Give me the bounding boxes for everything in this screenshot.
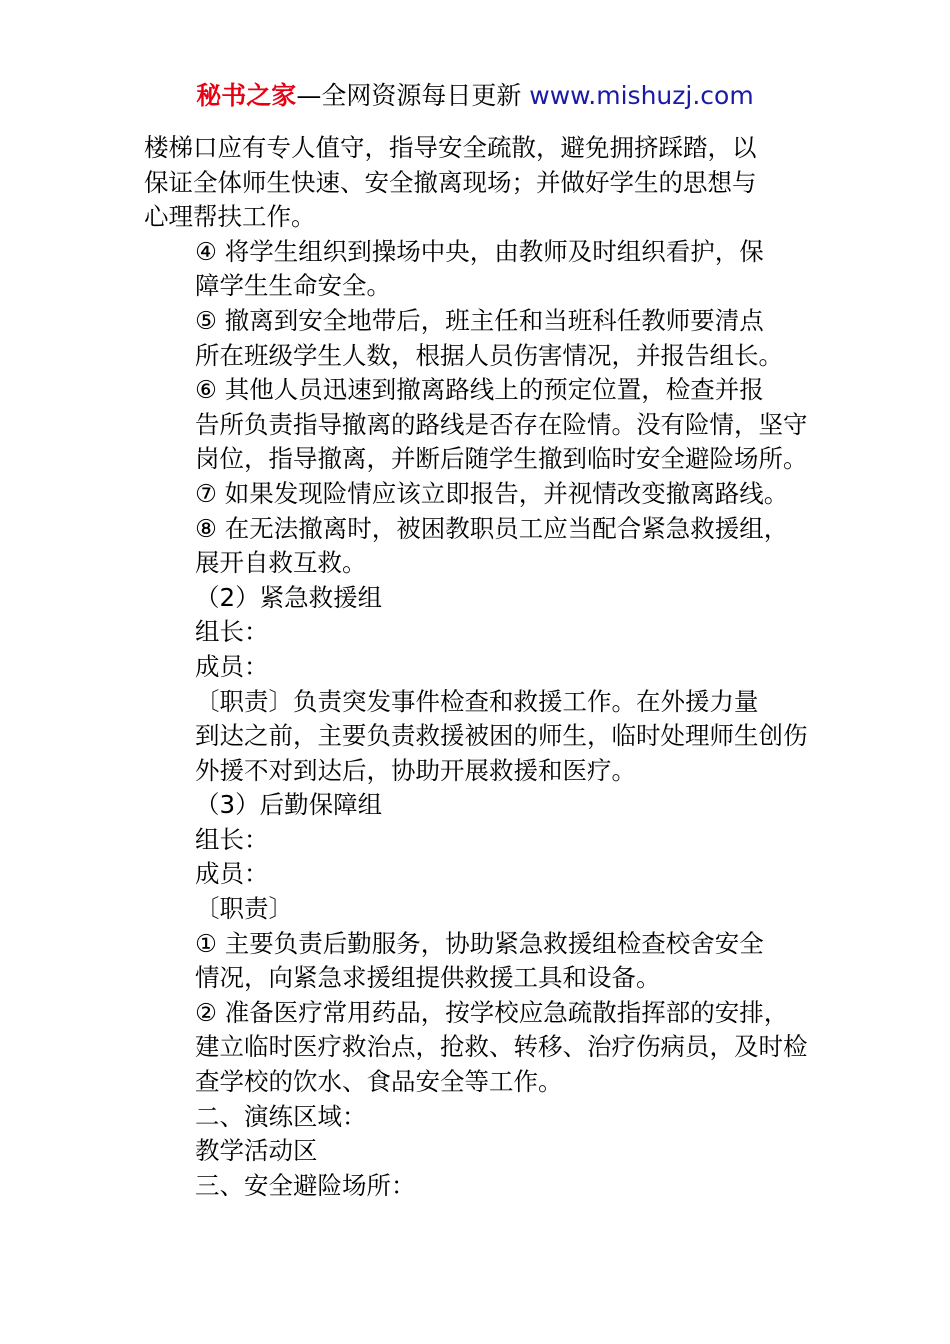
site-header	[0, 80, 950, 112]
site-url[interactable]: www.mishuzj.com	[529, 81, 754, 110]
section-heading-logistics-group: （3）后勤保障组	[195, 790, 383, 820]
paragraph-stairway-duty: 楼梯口应有专人值守，指导安全疏散，避免拥挤踩踏，以 保证全体师生快速、安全撤离现场；并做好学生的思想与 心理帮扶工作。	[144, 133, 757, 232]
list-item-7: ⑦ 如果发现险情应该立即报告，并视情改变撤离路线。	[195, 478, 789, 508]
rescue-group-leader: 组长：	[195, 617, 269, 647]
section-heading-safe-shelter: 三、安全避险场所：	[195, 1170, 416, 1200]
drill-area-value: 教学活动区	[195, 1136, 318, 1166]
logistics-duty-1: ① 主要负责后勤服务，协助紧急救援组检查校舍安全 情况，向紧急求援组提供救援工具和设备。	[195, 928, 764, 993]
list-item-8: ⑧ 在无法撤离时，被困教职员工应当配合紧急救援组， 展开自救互救。	[195, 513, 789, 578]
site-brand: 秘书之家	[196, 81, 297, 110]
list-item-5: ⑤ 撤离到安全地带后，班主任和当班科任教师要清点 所在班级学生人数，根据人员伤害情况，并报告组长。	[195, 305, 783, 370]
list-item-4: ④ 将学生组织到操场中央，由教师及时组织看护，保 障学生生命安全。	[195, 236, 764, 301]
rescue-group-members: 成员：	[195, 651, 269, 681]
section-heading-rescue-group: （2）紧急救援组	[195, 582, 383, 612]
logistics-duties-label: 〔职责〕	[195, 894, 293, 924]
rescue-group-duties: 〔职责〕负责突发事件检查和救援工作。在外援力量 到达之前，主要负责救援被困的师生，临时处理师生创伤 外援不对到达后，协助开展救援和医疗。	[195, 686, 808, 785]
logistics-duty-2: ② 准备医疗常用药品，按学校应急疏散指挥部的安排， 建立临时医疗救治点，抢救、转移、治疗伤病员，及时检 查学校的饮水、食品安全等工作。	[195, 997, 808, 1097]
document-body	[144, 131, 834, 1203]
section-heading-drill-area: 二、演练区域：	[195, 1101, 367, 1131]
list-item-6: ⑥ 其他人员迅速到撤离路线上的预定位置，检查并报 告所负责指导撤离的路线是否存在险情。没有险情，坚守 岗位，指导撤离，并断后随学生撤到临时安全避险场所。	[195, 375, 808, 474]
logistics-group-members: 成员：	[195, 859, 269, 889]
site-tagline: —全网资源每日更新	[296, 81, 530, 110]
logistics-group-leader: 组长：	[195, 824, 269, 854]
